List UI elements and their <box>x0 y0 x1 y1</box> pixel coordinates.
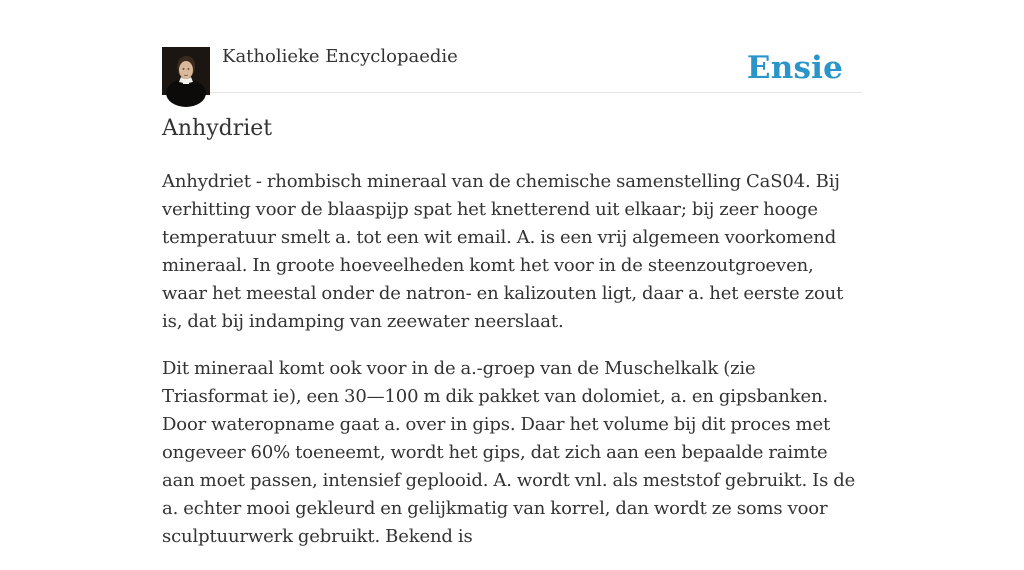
article-title: Anhydriet <box>162 116 273 141</box>
source-name[interactable]: Katholieke Encyclopaedie <box>222 46 458 67</box>
brand-logo[interactable]: Ensie <box>746 50 843 86</box>
article-body <box>162 168 862 570</box>
portrait-avatar-icon <box>162 47 210 95</box>
source-avatar[interactable] <box>162 47 210 95</box>
page <box>162 0 862 547</box>
article-paragraph: Dit mineraal komt ook voor in de a.-groep van de Muschelkalk (zie Triasformat ie), een 30—100 m dik pakket van dolomiet, a. en gipsbanken. Door wateropname gaat a. over in gips. Daar het volume bij dit proces met ongeveer 60% toeneemt, wordt het gips, dat zich aan een bepaalde raimte aan moet passen, intensief geplooid. A. wordt vnl. als meststof gebruikt. Is de a. echter mooi gekleurd en gelijkmatig van korrel, dan wordt ze soms voor sculptuurwerk gebruikt. Bekend is <box>162 358 856 547</box>
article-paragraph: Anhydriet - rhombisch mineraal van de chemische samenstelling CaS04. Bij verhitting voor de blaaspijp spat het knetterend uit elkaar; bij zeer hooge temperatuur smelt a. tot een wit email. A. is een vrij algemeen voorkomend mineraal. In groote hoeveelheden komt het voor in de steenzoutgroeven, waar het meestal onder de natron- en kalizouten ligt, daar a. het eerste zout is, dat bij indamping van zeewater neerslaat. <box>162 171 844 332</box>
header <box>162 0 862 93</box>
